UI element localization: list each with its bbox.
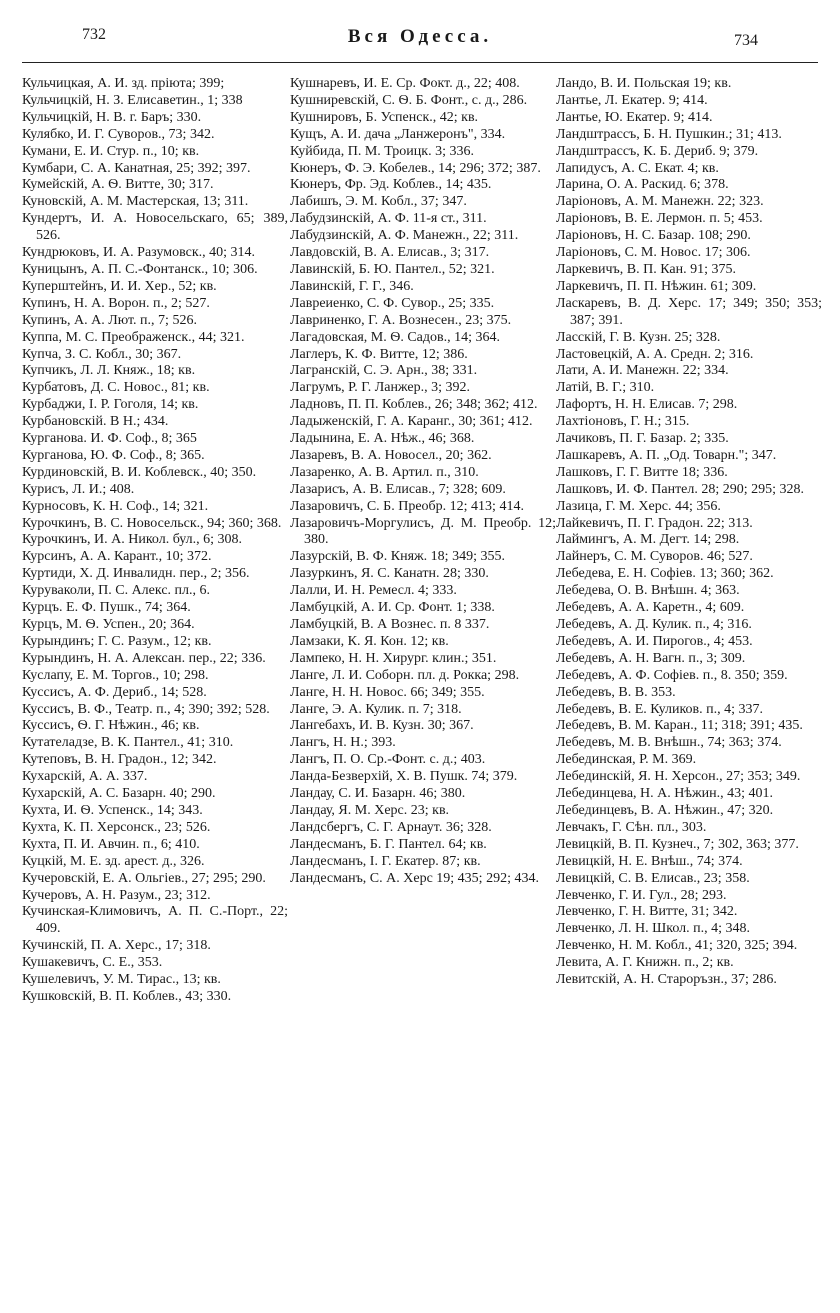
directory-entry: Кухта, К. П. Херсонск., 23; 526. xyxy=(22,819,211,835)
column-3 xyxy=(556,76,822,989)
directory-entry: Лангъ, Н. Н.; 393. xyxy=(290,735,396,751)
directory-entry: Лантье, Л. Екатер. 9; 414. xyxy=(556,92,708,108)
directory-entry: Левченко, Н. М. Кобл., 41; 320, 325; 394. xyxy=(556,938,798,954)
directory-entry: Кюнеръ, Фр. Эд. Коблев., 14; 435. xyxy=(290,177,492,193)
directory-entry: Ласскiй, Г. В. Кузн. 25; 328. xyxy=(556,329,721,345)
directory-entry: Лангебахъ, И. В. Кузн. 30; 367. xyxy=(290,718,474,734)
directory-entry: Лашковъ, И. Ф. Пантел. 28; 290; 295; 328. xyxy=(556,481,805,497)
directory-entry: Кушковскiй, В. П. Коблев., 43; 330. xyxy=(22,988,232,1004)
directory-entry: Кушнаревъ, И. Е. Ср. Фокт. д., 22; 408. xyxy=(290,76,520,91)
directory-entry: Лебединцева, Н. А. Нѣжин., 43; 401. xyxy=(556,786,774,802)
directory-entry: Лазаровичъ-Моргулисъ, Д. М. Преобр. 12; 380. xyxy=(290,515,556,548)
directory-entry: Лавриненко, Г. А. Вознесен., 23; 375. xyxy=(290,312,512,328)
directory-entry: Лебедевъ, А. Д. Кулик. п., 4; 316. xyxy=(556,617,752,632)
directory-entry: Лазарисъ, А. В. Елисав., 7; 328; 609. xyxy=(290,481,506,497)
column-2 xyxy=(290,76,556,888)
directory-entry: Лебедевъ, В. М. Каран., 11; 318; 391; 435. xyxy=(556,718,803,734)
directory-entry: Лазуркинъ, Я. С. Канатн. 28; 330. xyxy=(290,566,489,582)
directory-entry: Лалли, И. Н. Ремесл. 4; 333. xyxy=(290,583,457,599)
directory-entry: Ландштрассъ, К. Б. Дериб. 9; 379. xyxy=(556,143,759,159)
directory-entry: Левчакъ, Г. Сѣн. пл., 303. xyxy=(556,819,707,835)
directory-entry: Куппа, М. С. Преображенск., 44; 321. xyxy=(22,329,245,345)
directory-entry: Лахтiоновъ, Г. Н.; 315. xyxy=(556,414,690,430)
header-rule xyxy=(22,62,818,63)
directory-entry: Кушниревскiй, С. Ѳ. Б. Фонт., с. д., 286. xyxy=(290,92,528,108)
directory-entry: Ландау, С. И. Базарн. 46; 380. xyxy=(290,786,466,802)
directory-entry: Лампеко, Н. Н. Хирург. клин.; 351. xyxy=(290,650,497,666)
directory-entry: Лебедевъ, А. Н. Вагн. п., 3; 309. xyxy=(556,650,746,666)
directory-entry: Кумейскiй, А. Ѳ. Витте, 30; 317. xyxy=(22,177,214,193)
directory-entry: Лайнеръ, С. М. Суворов. 46; 527. xyxy=(556,549,753,565)
directory-entry: Кундертъ, И. А. Новосельскаго, 65; 389, 526. xyxy=(22,211,288,244)
directory-entry: Ланге, Э. А. Кулик. п. 7; 318. xyxy=(290,701,462,717)
directory-entry: Кульчицкiй, Н. В. г. Баръ; 330. xyxy=(22,109,202,125)
directory-entry: Куруваколи, П. С. Алекс. пл., 6. xyxy=(22,583,211,599)
directory-entry: Ламбуцкiй, А. И. Ср. Фонт. 1; 338. xyxy=(290,600,495,616)
directory-entry: Ламзаки, К. Я. Кон. 12; кв. xyxy=(290,633,449,649)
directory-entry: Латiй, В. Г.; 310. xyxy=(556,380,655,396)
directory-entry: Кульчицкая, А. И. зд. прiюта; 399; xyxy=(22,76,225,91)
directory-entry: Ластовецкiй, А. А. Средн. 2; 316. xyxy=(556,346,754,362)
directory-entry: Куртиди, Х. Д. Инвалидн. пер., 2; 356. xyxy=(22,566,250,582)
directory-entry: Курганова. И. Ф. Соф., 8; 365 xyxy=(22,431,197,447)
directory-entry: Ланда-Безверхiй, Х. В. Пушк. 74; 379. xyxy=(290,769,518,785)
directory-entry: Лебедева, О. В. Внѣшн. 4; 363. xyxy=(556,583,740,599)
directory-entry: Кущъ, А. И. дача „Ланжеронъ", 334. xyxy=(290,126,506,142)
directory-entry: Кучинскiй, П. А. Херс., 17; 318. xyxy=(22,938,211,954)
directory-entry: Левченко, Г. Н. Витте, 31; 342. xyxy=(556,904,738,920)
directory-entry: Лебединская, Р. М. 369. xyxy=(556,752,697,768)
directory-entry: Лантье, Ю. Екатер. 9; 414. xyxy=(556,109,713,125)
directory-entry: Курганова, Ю. Ф. Соф., 8; 365. xyxy=(22,447,205,463)
directory-entry: Курбаджи, I. Р. Гоголя, 14; кв. xyxy=(22,397,199,413)
directory-entry: Кутателадзе, В. К. Пантел., 41; 310. xyxy=(22,735,234,751)
directory-entry: Кухарскiй, А. А. 337. xyxy=(22,769,148,785)
directory-entry: Левченко, Л. Н. Школ. п., 4; 348. xyxy=(556,921,751,937)
directory-entry: Лаймингъ, А. М. Дегт. 14; 298. xyxy=(556,532,740,548)
page-title: Вся Одесса. xyxy=(347,26,493,47)
directory-entry: Лашковъ, Г. Г. Витте 18; 336. xyxy=(556,464,728,480)
directory-entry: Купчикъ, Л. Л. Княж., 18; кв. xyxy=(22,363,196,379)
directory-entry: Куперштейнъ, И. И. Хер., 52; кв. xyxy=(22,278,217,294)
page-header xyxy=(20,22,820,62)
directory-entry: Лебедевъ, А. Ф. Софiев. п., 8. 350; 359. xyxy=(556,667,788,683)
directory-entry: Куслапу, Е. М. Торгов., 10; 298. xyxy=(22,667,209,683)
directory-entry: Лафортъ, Н. Н. Елисав. 7; 298. xyxy=(556,397,738,413)
directory-entry: Лазурскiй, В. Ф. Княж. 18; 349; 355. xyxy=(290,549,505,565)
column-1 xyxy=(22,76,288,1006)
directory-entry: Лазаренко, А. В. Артил. п., 310. xyxy=(290,464,479,480)
directory-entry: Ладыженскiй, Г. А. Каранг., 30; 361; 412. xyxy=(290,414,533,430)
directory-entry: Кушнировъ, Б. Успенск., 42; кв. xyxy=(290,109,479,125)
directory-entry: Ландау, Я. М. Херс. 23; кв. xyxy=(290,802,450,818)
directory-entry: Кутеповъ, В. Н. Градон., 12; 342. xyxy=(22,752,217,768)
directory-entry: Ладынина, Е. А. Нѣж., 46; 368. xyxy=(290,431,475,447)
directory-entry: Курочкинъ, В. С. Новосельск., 94; 360; 368. xyxy=(22,515,282,531)
directory-entry: Курносовъ, К. Н. Соф., 14; 321. xyxy=(22,498,209,514)
directory-entry: Кумани, Е. И. Стур. п., 10; кв. xyxy=(22,143,200,159)
directory-entry: Лавдовскiй, В. А. Елисав., 3; 317. xyxy=(290,245,490,261)
directory-entry: Кучеровскiй, Е. А. Ольгiев., 27; 295; 290. xyxy=(22,870,266,886)
directory-entry: Курисъ, Л. И.; 408. xyxy=(22,481,135,497)
directory-entry: Лабудзинскiй, А. Ф. Манежн., 22; 311. xyxy=(290,228,519,244)
directory-entry: Куссисъ, А. Ф. Дериб., 14; 528. xyxy=(22,684,207,700)
directory-entry: Ларiоновъ, С. М. Новос. 17; 306. xyxy=(556,245,751,261)
directory-entry: Лебедева, Е. Н. Софiев. 13; 360; 362. xyxy=(556,566,774,582)
directory-entry: Лазаревъ, В. А. Новосел., 20; 362. xyxy=(290,447,492,463)
directory-entry: Лебедевъ, А. И. Пирогов., 4; 453. xyxy=(556,633,753,649)
directory-entry: Курындинъ, Н. А. Алексан. пер., 22; 336. xyxy=(22,650,266,666)
directory-entry: Курдиновскiй, В. И. Коблевск., 40; 350. xyxy=(22,464,257,480)
directory-entry: Лебединцевъ, В. А. Нѣжин., 47; 320. xyxy=(556,802,774,818)
directory-entry: Лашкаревъ, А. П. „Од. Товарн."; 347. xyxy=(556,447,777,463)
directory-entry: Ландо, В. И. Польская 19; кв. xyxy=(556,76,732,91)
directory-entry: Курсинъ, А. А. Карант., 10; 372. xyxy=(22,549,212,565)
directory-entry: Куцкiй, М. Е. зд. арест. д., 326. xyxy=(22,853,205,869)
directory-entry: Лачиковъ, П. Г. Базар. 2; 335. xyxy=(556,431,729,447)
directory-entry: Лавинскiй, Б. Ю. Пантел., 52; 321. xyxy=(290,261,495,277)
directory-entry: Лавреиенко, С. Ф. Сувор., 25; 335. xyxy=(290,295,495,311)
directory-entry: Куссисъ, В. Ф., Театр. п., 4; 390; 392; 528. xyxy=(22,701,270,717)
directory-entry: Ландесманъ, С. А. Херс 19; 435; 292; 434. xyxy=(290,870,539,886)
directory-entry: Лазица, Г. М. Херс. 44; 356. xyxy=(556,498,721,514)
directory-entry: Ларина, О. А. Раскид. 6; 378. xyxy=(556,177,729,193)
directory-entry: Ларкевичъ, В. П. Кан. 91; 375. xyxy=(556,261,736,277)
directory-entry: Ларiоновъ, В. Е. Лермон. п. 5; 453. xyxy=(556,211,763,227)
directory-entry: Ландштрассъ, Б. Н. Пушкин.; 31; 413. xyxy=(556,126,782,142)
directory-entry: Левитскiй, А. Н. Староръзн., 37; 286. xyxy=(556,972,777,988)
directory-entry: Ларiоновъ, А. М. Манежн. 22; 323. xyxy=(556,194,764,210)
directory-entry: Лебедевъ, А. А. Каретн., 4; 609. xyxy=(556,600,745,616)
directory-entry: Лебедевъ, В. Е. Куликов. п., 4; 337. xyxy=(556,701,764,717)
directory-entry: Кухта, П. И. Авчин. п., 6; 410. xyxy=(22,836,200,852)
directory-entry: Купинъ, А. А. Лют. п., 7; 526. xyxy=(22,312,197,328)
directory-entry: Лагранскiй, С. Э. Арн., 38; 331. xyxy=(290,363,478,379)
directory-entry: Лебедевъ, М. В. Внѣшн., 74; 363; 374. xyxy=(556,735,782,751)
directory-entry: Левита, А. Г. Книжн. п., 2; кв. xyxy=(556,955,734,971)
directory-entry: Лангъ, П. О. Ср.-Фонт. с. д.; 403. xyxy=(290,752,486,768)
directory-entry: Кумбари, С. А. Канатная, 25; 392; 397. xyxy=(22,160,251,176)
directory-entry: Куссисъ, Ѳ. Г. Нѣжин., 46; кв. xyxy=(22,718,200,734)
directory-entry: Лаглеръ, К. Ф. Витте, 12; 386. xyxy=(290,346,468,362)
directory-entry: Купча, З. С. Кобл., 30; 367. xyxy=(22,346,182,362)
directory-entry: Кучинская-Климовичъ, А. П. С.-Порт., 22; 409. xyxy=(22,904,288,937)
directory-entry: Лебедевъ, В. В. 353. xyxy=(556,684,676,700)
directory-entry: Лабудзинскiй, А. Ф. 11-я ст., 311. xyxy=(290,211,487,227)
directory-entry: Ладновъ, П. П. Коблев., 26; 348; 362; 412. xyxy=(290,397,538,413)
directory-entry: Курцъ, М. Ѳ. Успен., 20; 364. xyxy=(22,617,195,632)
directory-entry: Левченко, Г. И. Гул., 28; 293. xyxy=(556,887,727,903)
directory-entry: Лабишъ, Э. М. Кобл., 37; 347. xyxy=(290,194,467,210)
directory-entry: Кульчицкiй, Н. З. Елисаветин., 1; 338 xyxy=(22,92,243,108)
directory-entry: Ларкевичъ, П. П. Нѣжин. 61; 309. xyxy=(556,278,757,294)
directory-entry: Купинъ, Н. А. Ворон. п., 2; 527. xyxy=(22,295,210,311)
directory-entry: Курочкинъ, И. А. Никол. бул., 6; 308. xyxy=(22,532,243,548)
directory-entry: Лавинскiй, Г. Г., 346. xyxy=(290,278,414,294)
directory-entry: Курбановскiй. В Н.; 434. xyxy=(22,414,169,430)
directory-entry: Ландесманъ, Б. Г. Пантел. 64; кв. xyxy=(290,836,487,852)
directory-entry: Лазаровичъ, С. Б. Преобр. 12; 413; 414. xyxy=(290,498,524,514)
directory-entry: Ландесманъ, I. Г. Екатер. 87; кв. xyxy=(290,853,481,869)
directory-entry: Лагрумъ, Р. Г. Ланжер., 3; 392. xyxy=(290,380,471,396)
directory-entry: Лайкевичъ, П. Г. Градон. 22; 313. xyxy=(556,515,753,531)
directory-entry: Левицкiй, Н. Е. Внѣш., 74; 374. xyxy=(556,853,743,869)
directory-entry: Лебединскiй, Я. Н. Херсон., 27; 353; 349. xyxy=(556,769,801,785)
directory-entry: Куновскiй, А. М. Мастерская, 13; 311. xyxy=(22,194,249,210)
directory-entry: Кюнеръ, Ф. Э. Кобелев., 14; 296; 372; 387. xyxy=(290,160,541,176)
directory-entry: Лагадовская, М. Ѳ. Садов., 14; 364. xyxy=(290,329,501,345)
directory-entry: Кушакевичъ, С. Е., 353. xyxy=(22,955,163,971)
directory-entry: Кушелевичъ, У. М. Тирас., 13; кв. xyxy=(22,972,221,988)
directory-entry: Куйбида, П. М. Троицк. 3; 336. xyxy=(290,143,474,159)
directory-entry: Кучеровъ, А. Н. Разум., 23; 312. xyxy=(22,887,211,903)
directory-entry: Ландсбергъ, С. Г. Арнаут. 36; 328. xyxy=(290,819,492,835)
directory-entry: Курындинъ; Г. С. Разум., 12; кв. xyxy=(22,633,212,649)
directory-entry: Ламбуцкiй, В. А Вознес. п. 8 337. xyxy=(290,617,490,632)
directory-entry: Ласкаревъ, В. Д. Херс. 17; 349; 350; 353; 387; 391. xyxy=(556,295,822,328)
directory-entry: Ланге, Л. И. Соборн. пл. д. Рокка; 298. xyxy=(290,667,520,683)
directory-entry: Левицкiй, С. В. Елисав., 23; 358. xyxy=(556,870,750,886)
directory-entry: Курбатовъ, Д. С. Новос., 81; кв. xyxy=(22,380,210,396)
directory-entry: Левицкiй, В. П. Кузнеч., 7; 302, 363; 377. xyxy=(556,836,799,852)
directory-entry: Кухта, И. Ѳ. Успенск., 14; 343. xyxy=(22,802,203,818)
directory-entry: Ланге, Н. Н. Новос. 66; 349; 355. xyxy=(290,684,485,700)
directory-entry: Курцъ. Е. Ф. Пушк., 74; 364. xyxy=(22,600,191,616)
directory-entry: Куницынъ, А. П. С.-Фонтанск., 10; 306. xyxy=(22,261,258,277)
directory-entry: Кундрюковъ, И. А. Разумовск., 40; 314. xyxy=(22,245,256,261)
page-number-left: 732 xyxy=(82,26,106,43)
directory-entry: Кулябко, И. Г. Суворов., 73; 342. xyxy=(22,126,215,142)
page-number-right: 734 xyxy=(734,32,758,49)
directory-entry: Кухарскiй, А. С. Базарн. 40; 290. xyxy=(22,786,216,802)
directory-entry: Лати, А. И. Манежн. 22; 334. xyxy=(556,363,729,379)
directory-entry: Лапидусъ, А. С. Екат. 4; кв. xyxy=(556,160,719,176)
directory-entry: Ларiоновъ, Н. С. Базар. 108; 290. xyxy=(556,228,751,244)
